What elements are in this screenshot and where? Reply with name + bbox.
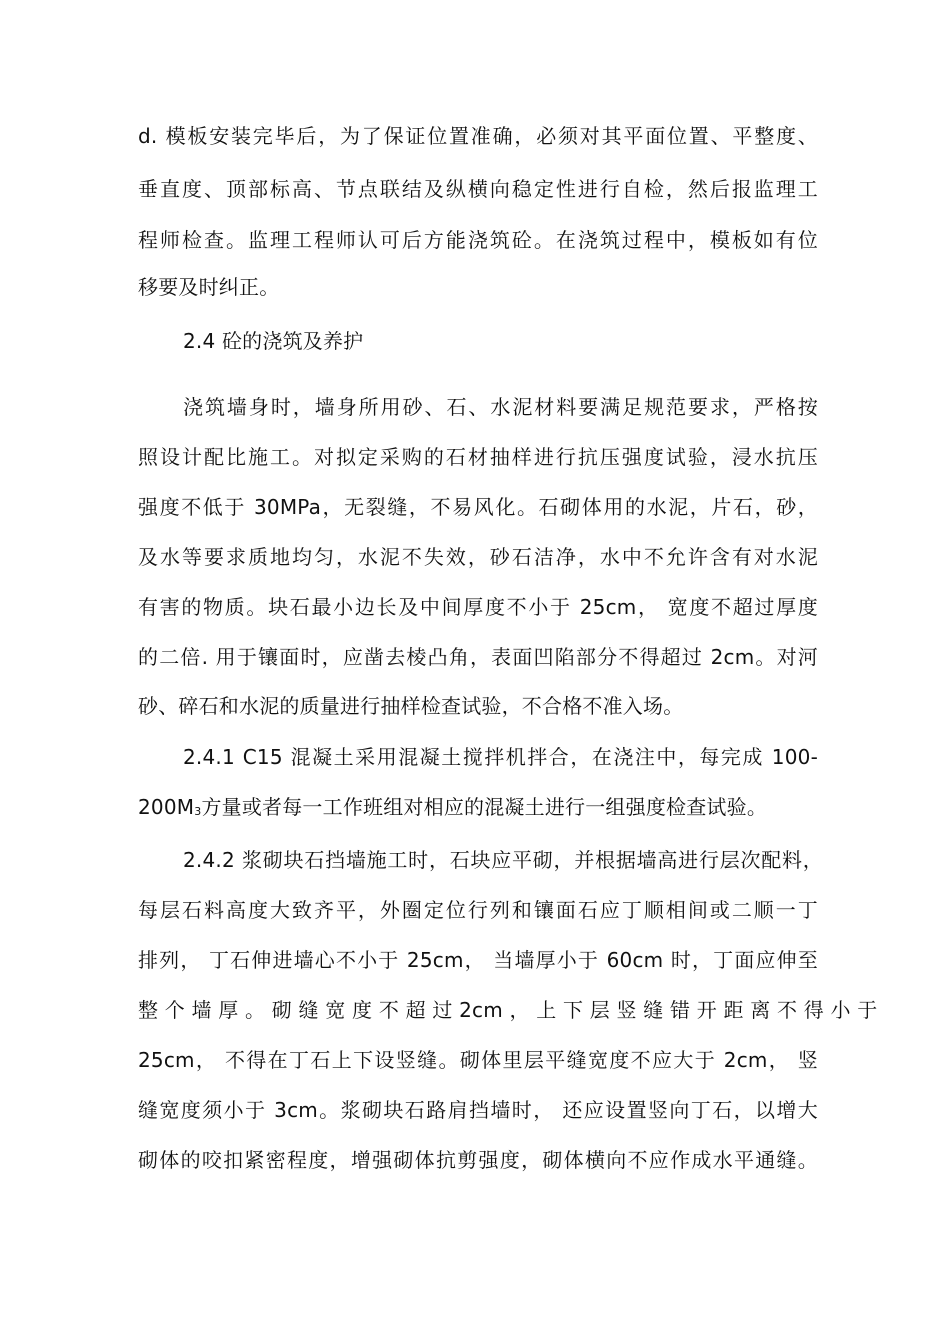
paragraph-2-4-2-line-4: 整 个 墙 厚 。 砌 缝 宽 度 不 超 过 2cm ， 上 下 层 竖 缝 错 开 距 离 不 得 小 于 [138, 998, 878, 1022]
paragraph-pour-line-3: 强度不低于 30MPa，无裂缝，不易风化。石砌体用的水泥，片石，砂， [138, 495, 818, 519]
unit-superscript: 3 [194, 805, 202, 818]
paragraph-2-4-2-line-1: 2.4.2 浆砌块石挡墙施工时，石块应平砌，并根据墙高进行层次配料， [183, 848, 823, 872]
paragraph-2-4-1-line-2 [138, 793, 767, 825]
paragraph-d-line-3: 程师检查。监理工程师认可后方能浇筑砼。在浇筑过程中，模板如有位 [138, 228, 818, 252]
unit-m: 200M [138, 795, 195, 819]
paragraph-2-4-1-line-1: 2.4.1 C15 混凝土采用混凝土搅拌机拌合，在浇注中，每完成 100- [183, 745, 818, 769]
paragraph-d-line-4: 移要及时纠正。 [138, 275, 280, 299]
paragraph-d-line-2: 垂直度、顶部标高、节点联结及纵横向稳定性进行自检，然后报监理工 [138, 177, 818, 201]
section-heading-2-4: 2.4 砼的浇筑及养护 [183, 329, 364, 353]
paragraph-2-4-2-line-3: 排列， 丁石伸进墙心不小于 25cm， 当墙厚小于 60cm 时，丁面应伸至 [138, 948, 818, 972]
paragraph-pour-line-7: 砂、碎石和水泥的质量进行抽样检查试验，不合格不准入场。 [138, 694, 684, 718]
paragraph-2-4-2-line-5: 25cm， 不得在丁石上下设竖缝。砌体里层平缝宽度不应大于 2cm， 竖 [138, 1048, 818, 1072]
paragraph-2-4-2-line-7: 砌体的咬扣紧密程度，增强砌体抗剪强度，砌体横向不应作成水平通缝。 [138, 1148, 818, 1172]
paragraph-2-4-2-line-6: 缝宽度须小于 3cm。浆砌块石路肩挡墙时， 还应设置竖向丁石，以增大 [138, 1098, 818, 1122]
paragraph-d-line-1: d. 模板安装完毕后，为了保证位置准确，必须对其平面位置、平整度、 [138, 124, 818, 148]
paragraph-pour-line-5: 有害的物质。块石最小边长及中间厚度不小于 25cm， 宽度不超过厚度 [138, 595, 818, 619]
paragraph-2-4-1-text: 方量或者每一工作班组对相应的混凝土进行一组强度检查试验。 [201, 795, 768, 819]
paragraph-pour-line-6: 的二倍. 用于镶面时，应凿去棱凸角，表面凹陷部分不得超过 2cm。对河 [138, 645, 818, 669]
paragraph-pour-line-2: 照设计配比施工。对拟定采购的石材抽样进行抗压强度试验，浸水抗压 [138, 445, 818, 469]
paragraph-2-4-2-line-2: 每层石料高度大致齐平，外圈定位行列和镶面石应丁顺相间或二顺一丁 [138, 898, 818, 922]
paragraph-pour-line-4: 及水等要求质地均匀，水泥不失效，砂石洁净，水中不允许含有对水泥 [138, 545, 818, 569]
paragraph-pour-line-1: 浇筑墙身时，墙身所用砂、石、水泥材料要满足规范要求，严格按 [183, 395, 818, 419]
